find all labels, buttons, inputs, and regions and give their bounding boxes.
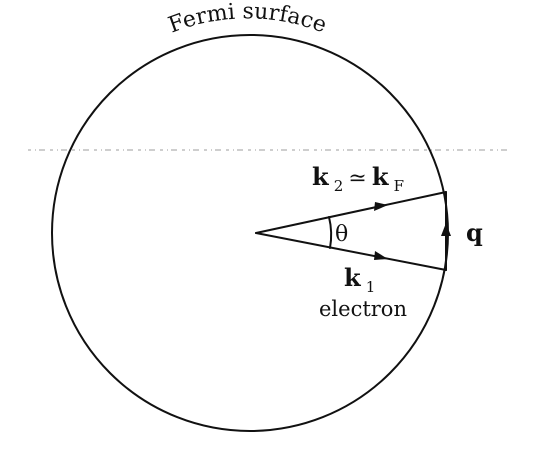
kF-symbol: k [371,162,389,191]
q-label: q [466,218,483,247]
k1-arrowhead [374,251,388,260]
kF-subscript: F [393,177,405,195]
k2-subscript: 2 [333,177,344,195]
k2-symbol: k [312,162,329,191]
k2-vector [256,192,446,233]
q-arrowhead [441,223,451,236]
fermi-surface-circle [52,35,448,431]
theta-angle-arc [329,217,331,248]
approx-symbol: ≃ [348,166,367,191]
k1-subscript: 1 [365,278,376,296]
fermi-surface-title: Fermi surface [165,0,330,39]
k1-label [344,263,375,296]
k1-symbol: k [344,263,361,292]
electron-label: electron [319,297,407,321]
theta-label: θ [335,222,349,247]
k2-approx-kF-label [312,162,404,195]
k2-arrowhead [374,202,388,211]
